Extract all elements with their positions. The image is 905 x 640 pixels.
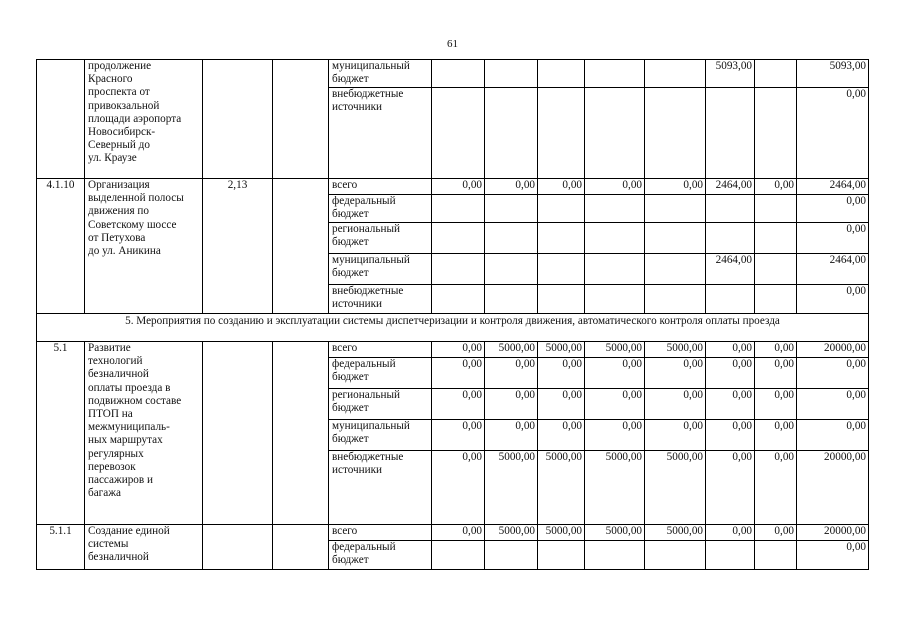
amount-cell — [538, 285, 585, 314]
row-indicator — [203, 525, 273, 570]
row-code: 4.1.10 — [37, 179, 85, 314]
amount-cell: 0,00 — [755, 451, 797, 525]
amount-cell: 2464,00 — [797, 179, 869, 195]
amount-cell — [755, 254, 797, 285]
row-name: Организация выделенной полосы движения по Советскому шоссе от Петухова до ул. Аникина — [85, 179, 203, 314]
amount-cell: 0,00 — [585, 389, 645, 420]
amount-cell: 0,00 — [645, 358, 706, 389]
amount-cell: 0,00 — [797, 541, 869, 570]
amount-cell: 0,00 — [755, 389, 797, 420]
amount-cell — [432, 195, 485, 223]
amount-cell: 0,00 — [645, 389, 706, 420]
amount-cell: 5000,00 — [538, 342, 585, 358]
table-row — [37, 60, 869, 88]
table-row — [37, 179, 869, 195]
amount-cell — [538, 60, 585, 88]
amount-cell: 5093,00 — [797, 60, 869, 88]
funding-source: внебюджетные источники — [329, 451, 432, 525]
funding-source: всего — [329, 179, 432, 195]
amount-cell — [538, 254, 585, 285]
amount-cell: 0,00 — [645, 179, 706, 195]
amount-cell — [585, 285, 645, 314]
amount-cell: 0,00 — [538, 389, 585, 420]
amount-cell: 0,00 — [585, 179, 645, 195]
amount-cell — [538, 223, 585, 254]
amount-cell: 0,00 — [585, 420, 645, 451]
amount-cell: 0,00 — [538, 179, 585, 195]
amount-cell: 0,00 — [797, 420, 869, 451]
amount-cell — [755, 285, 797, 314]
amount-cell: 20000,00 — [797, 451, 869, 525]
budget-table — [36, 59, 869, 570]
amount-cell — [485, 88, 538, 179]
funding-source: федеральный бюджет — [329, 195, 432, 223]
amount-cell: 0,00 — [432, 179, 485, 195]
row-extra — [273, 525, 329, 570]
amount-cell: 0,00 — [797, 88, 869, 179]
amount-cell — [755, 60, 797, 88]
row-code: 5.1 — [37, 342, 85, 525]
amount-cell: 0,00 — [432, 420, 485, 451]
amount-cell: 2464,00 — [706, 254, 755, 285]
row-name: продолжение Красного проспекта от привокзальной площади аэропорта Новосибирск- Северный до ул. Краузе — [85, 60, 203, 179]
amount-cell: 0,00 — [706, 389, 755, 420]
amount-cell — [585, 223, 645, 254]
funding-source: региональный бюджет — [329, 389, 432, 420]
amount-cell: 0,00 — [706, 420, 755, 451]
amount-cell: 0,00 — [797, 195, 869, 223]
amount-cell: 0,00 — [706, 525, 755, 541]
row-extra — [273, 179, 329, 314]
amount-cell — [755, 541, 797, 570]
amount-cell — [485, 195, 538, 223]
funding-source: региональный бюджет — [329, 223, 432, 254]
funding-source: муниципальный бюджет — [329, 420, 432, 451]
amount-cell: 0,00 — [485, 179, 538, 195]
amount-cell — [585, 60, 645, 88]
funding-source: федеральный бюджет — [329, 541, 432, 570]
amount-cell: 0,00 — [706, 342, 755, 358]
amount-cell: 0,00 — [538, 420, 585, 451]
amount-cell: 0,00 — [432, 389, 485, 420]
amount-cell: 0,00 — [432, 342, 485, 358]
amount-cell — [645, 254, 706, 285]
amount-cell: 0,00 — [432, 358, 485, 389]
funding-source: муниципальный бюджет — [329, 254, 432, 285]
amount-cell: 2464,00 — [706, 179, 755, 195]
amount-cell: 0,00 — [797, 358, 869, 389]
amount-cell: 0,00 — [706, 451, 755, 525]
amount-cell: 0,00 — [797, 285, 869, 314]
amount-cell: 5000,00 — [538, 525, 585, 541]
row-code: 5.1.1 — [37, 525, 85, 570]
amount-cell — [432, 285, 485, 314]
amount-cell — [706, 285, 755, 314]
amount-cell — [645, 285, 706, 314]
amount-cell: 0,00 — [538, 358, 585, 389]
amount-cell: 0,00 — [585, 358, 645, 389]
row-indicator — [203, 60, 273, 179]
amount-cell: 5000,00 — [485, 451, 538, 525]
amount-cell: 5093,00 — [706, 60, 755, 88]
amount-cell — [485, 60, 538, 88]
amount-cell — [706, 195, 755, 223]
amount-cell — [645, 541, 706, 570]
funding-source: муниципальный бюджет — [329, 60, 432, 88]
amount-cell — [645, 88, 706, 179]
amount-cell: 0,00 — [755, 342, 797, 358]
amount-cell: 0,00 — [755, 525, 797, 541]
funding-source: всего — [329, 525, 432, 541]
amount-cell — [585, 88, 645, 179]
amount-cell: 20000,00 — [797, 342, 869, 358]
row-extra — [273, 342, 329, 525]
amount-cell — [585, 541, 645, 570]
row-name: Создание единой системы безналичной — [85, 525, 203, 570]
amount-cell: 0,00 — [706, 358, 755, 389]
amount-cell — [755, 88, 797, 179]
amount-cell — [706, 88, 755, 179]
section-heading: 5. Мероприятия по созданию и эксплуатации системы диспетчеризации и контроля движения, автоматического контроля оплаты проезда — [37, 314, 869, 342]
amount-cell — [485, 285, 538, 314]
row-extra — [273, 60, 329, 179]
amount-cell — [645, 60, 706, 88]
amount-cell — [585, 195, 645, 223]
page-number: 61 — [447, 38, 458, 50]
amount-cell — [538, 88, 585, 179]
amount-cell: 5000,00 — [538, 451, 585, 525]
amount-cell: 0,00 — [485, 358, 538, 389]
amount-cell: 20000,00 — [797, 525, 869, 541]
amount-cell: 0,00 — [432, 525, 485, 541]
funding-source: федеральный бюджет — [329, 358, 432, 389]
amount-cell: 0,00 — [755, 358, 797, 389]
row-indicator — [203, 342, 273, 525]
amount-cell — [432, 541, 485, 570]
amount-cell: 0,00 — [755, 420, 797, 451]
amount-cell — [645, 223, 706, 254]
amount-cell: 5000,00 — [585, 525, 645, 541]
amount-cell — [485, 223, 538, 254]
amount-cell — [645, 195, 706, 223]
amount-cell — [432, 223, 485, 254]
amount-cell: 5000,00 — [485, 342, 538, 358]
amount-cell — [706, 541, 755, 570]
funding-source: всего — [329, 342, 432, 358]
amount-cell — [485, 541, 538, 570]
amount-cell — [432, 88, 485, 179]
funding-source: внебюджетные источники — [329, 88, 432, 179]
amount-cell — [585, 254, 645, 285]
amount-cell — [485, 254, 538, 285]
row-indicator: 2,13 — [203, 179, 273, 314]
row-code — [37, 60, 85, 179]
section-row — [37, 314, 869, 342]
amount-cell — [706, 223, 755, 254]
amount-cell: 5000,00 — [645, 525, 706, 541]
amount-cell: 0,00 — [797, 389, 869, 420]
table-row — [37, 342, 869, 358]
amount-cell — [432, 254, 485, 285]
amount-cell — [432, 60, 485, 88]
amount-cell: 0,00 — [797, 223, 869, 254]
amount-cell — [755, 223, 797, 254]
amount-cell: 0,00 — [485, 420, 538, 451]
amount-cell: 0,00 — [485, 389, 538, 420]
amount-cell: 5000,00 — [645, 342, 706, 358]
amount-cell: 5000,00 — [585, 451, 645, 525]
amount-cell: 0,00 — [432, 451, 485, 525]
amount-cell — [538, 541, 585, 570]
amount-cell: 5000,00 — [645, 451, 706, 525]
amount-cell: 0,00 — [755, 179, 797, 195]
amount-cell: 0,00 — [645, 420, 706, 451]
table-row — [37, 525, 869, 541]
funding-source: внебюджетные источники — [329, 285, 432, 314]
row-name: Развитие технологий безналичной оплаты проезда в подвижном составе ПТОП на межмуниципаль- ных маршрутах регулярных перевозок пассажиров и багажа — [85, 342, 203, 525]
amount-cell: 5000,00 — [585, 342, 645, 358]
amount-cell: 5000,00 — [485, 525, 538, 541]
amount-cell — [755, 195, 797, 223]
amount-cell — [538, 195, 585, 223]
amount-cell: 2464,00 — [797, 254, 869, 285]
